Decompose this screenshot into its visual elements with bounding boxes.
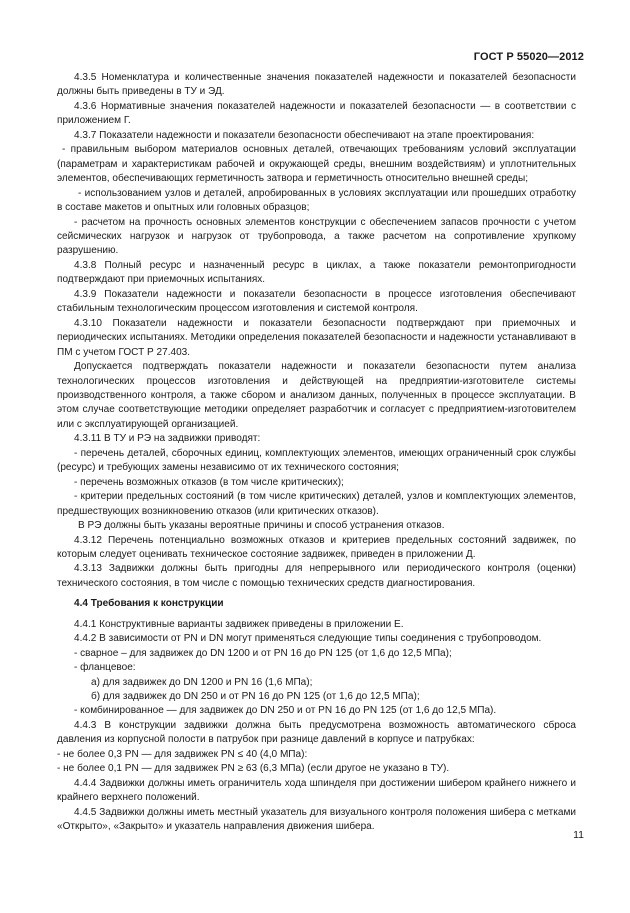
paragraph-4-4-2: 4.4.2 В зависимости от PN и DN могут применяться следующие типы соединения с трубопроводом. <box>74 633 542 645</box>
document-body <box>57 71 576 835</box>
paragraph-4-4-1: 4.4.1 Конструктивные варианты задвижек приведены в приложении Е. <box>74 618 404 630</box>
list-item: - фланцевое: <box>74 662 136 674</box>
paragraph-4-3-8: 4.3.8 Полный ресурс и назначенный ресурс в циклах, а также показатели ремонтопригодности подтверждают при приемочных испытаниях. <box>57 259 576 286</box>
paragraph-4-4-3: 4.4.3 В конструкции задвижки должна быть предусмотрена возможность автоматического сброса давления из корпусной полости в патрубок при разнице давлений в корпусе и патрубках: <box>57 719 576 746</box>
list-item: - сварное – для задвижек до DN 1200 и от PN 16 до PN 125 (от 1,6 до 12,5 МПа); <box>74 647 452 659</box>
list-item: - перечень деталей, сборочных единиц, комплектующих элементов, имеющих ограниченный срок службы (ресурс) и требующих замены независимо от их технического состояния; <box>57 447 576 474</box>
list-item: - использованием узлов и деталей, апробированных в условиях эксплуатации или прошедших отработку в составе макетов и опытных или головных образцов; <box>57 187 576 214</box>
list-item: - комбинированное — для задвижек до DN 250 и от PN 16 до PN 125 (от 1,6 до 12,5 МПа). <box>74 705 497 717</box>
paragraph-4-3-12: 4.3.12 Перечень потенциально возможных отказов и критериев предельных состояний задвижек, по которым следует оценивать техническое состояние задвижек, приведен в приложении Д. <box>57 534 576 560</box>
list-item: а) для задвижек до DN 1200 и PN 16 (1,6 МПа); <box>91 676 313 688</box>
list-item: - перечень возможных отказов (в том числе критических); <box>74 476 344 488</box>
paragraph-4-3-5: 4.3.5 Номенклатура и количественные значения показателей надежности и показателей безопасности должны быть приведены в ТУ и ЭД. <box>57 72 576 98</box>
page-number: 11 <box>573 829 584 841</box>
paragraph-4-3-6: 4.3.6 Нормативные значения показателей надежности и показателей безопасности — в соответствии с приложением Г. <box>57 100 576 127</box>
section-heading: 4.4 Требования к конструкции <box>74 598 224 610</box>
paragraph-4-3-11: 4.3.11 В ТУ и РЭ на задвижки приводят: <box>74 433 261 445</box>
list-item: - расчетом на прочность основных элементов конструкции с обеспечением запасов прочности с учетом сейсмических нагрузок и нагрузок от трубопровода, а также расчетом на сопротивление хрупкому разрушению. <box>57 216 576 257</box>
paragraph-re-failures: В РЭ должны быть указаны вероятные причины и способ устранения отказов. <box>78 520 445 532</box>
paragraph-4-3-10: 4.3.10 Показатели надежности и показатели безопасности подтверждают при приемочных и периодических испытаниях. Методики определения показателей безопасности и надежности устанавливают в ПМ с учетом ГОСТ Р 27.403. <box>57 317 576 358</box>
paragraph-permission: Допускается подтверждать показатели надежности и показатели безопасности путем анализа технологических процессов изготовления и действующей на предприятии-изготовителе системы производственного контроля, а также сбором и анализом данных, полученных в процессе эксплуатации. В этом случае соответствующие методики определяет разработчик и согласует с предприятием-изготовителем или с эксплуатирующей организацией. <box>57 361 576 430</box>
list-item: б) для задвижек до DN 250 и от PN 16 до PN 125 (от 1,6 до 12,5 МПа); <box>91 691 420 703</box>
standard-header: ГОСТ Р 55020—2012 <box>473 51 584 63</box>
list-item: - не более 0,3 PN — для задвижек PN ≤ 40 (4,0 МПа): <box>57 748 308 760</box>
paragraph-4-3-7: 4.3.7 Показатели надежности и показатели безопасности обеспечивают на этапе проектирования: <box>74 129 535 141</box>
paragraph-4-4-4: 4.4.4 Задвижки должны иметь ограничитель хода шпинделя при достижении шибером крайнего нижнего и крайнего верхнего положений. <box>57 777 576 804</box>
paragraph-4-3-9: 4.3.9 Показатели надежности и показатели безопасности в процессе изготовления обеспечивают стабильным технологическим процессом изготовления и системой контроля. <box>57 288 576 315</box>
paragraph-4-3-13: 4.3.13 Задвижки должны быть пригодны для непрерывного или периодического контроля (оценки) технического состояния, в том числе с помощью технических средств диагностирования. <box>57 563 576 589</box>
paragraph-4-4-5: 4.4.5 Задвижки должны иметь местный указатель для визуального контроля положения шибера с метками «Открыто», «Закрыто» и указатель направления движения шибера. <box>57 806 576 833</box>
list-item: - не более 0,1 PN — для задвижек PN ≥ 63 (6,3 МПа) (если другое не указано в ТУ). <box>57 763 450 775</box>
list-item: - критерии предельных состояний (в том числе критических) деталей, узлов и комплектующих элементов, предшествующих возникновению отказов (или критических отказов). <box>57 491 576 517</box>
list-item: - правильным выбором материалов основных деталей, отвечающих требованиям условий эксплуатации (параметрам и характеристикам рабочей и окружающей среды, внешним воздействиям) и уплотнительных элементов, обеспечивающих герметичность затвора и герметичность относительно внешней среды; <box>57 144 576 185</box>
